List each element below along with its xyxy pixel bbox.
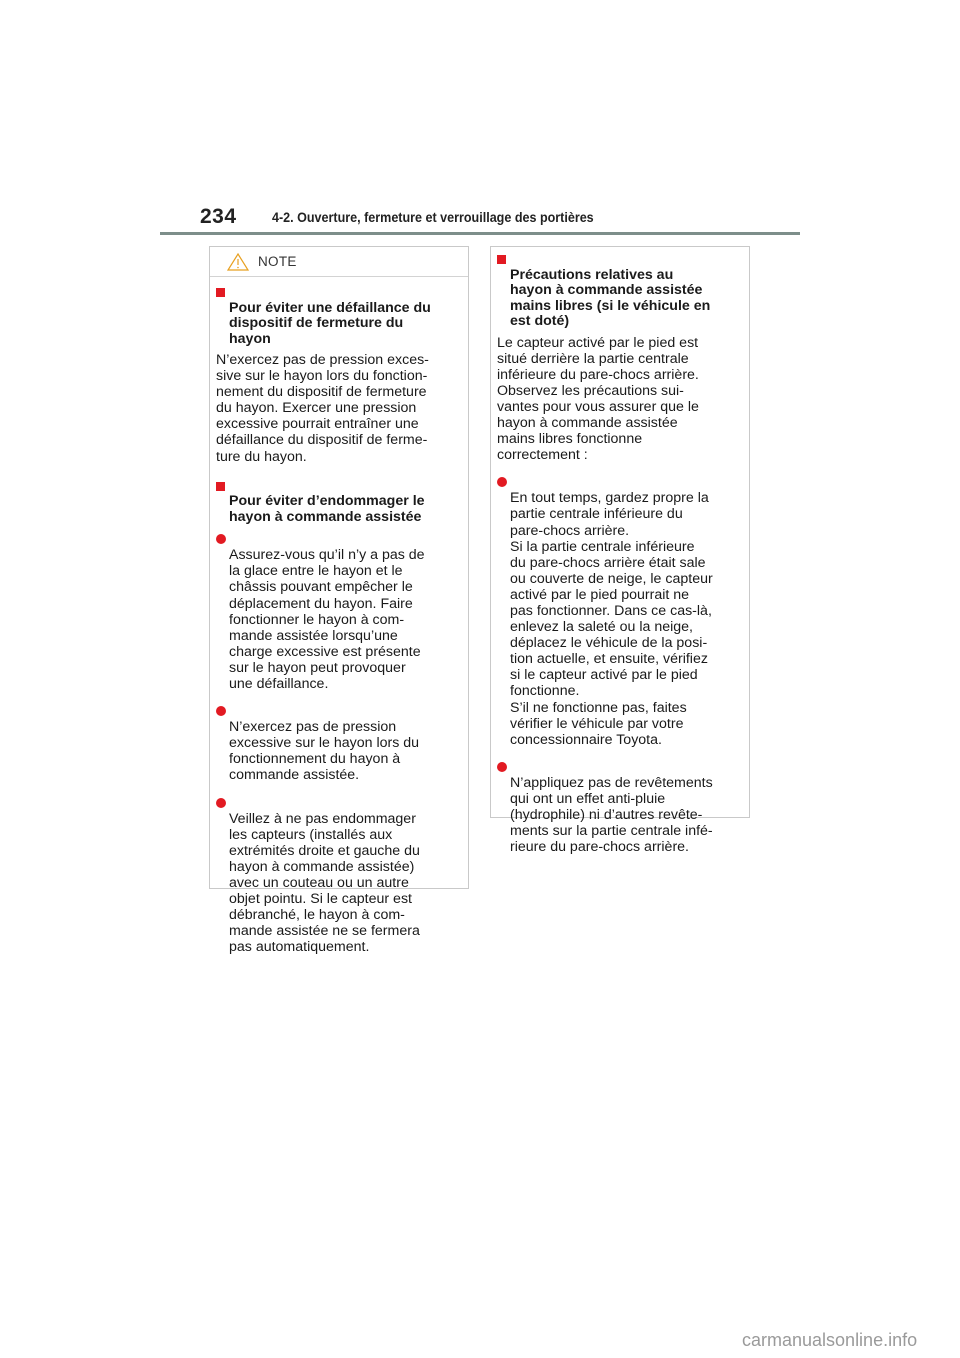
section-heading: Précautions relatives au hayon à commande assistée mains libres (si le véhicule en est doté) — [497, 252, 743, 330]
note-label: NOTE — [258, 254, 297, 269]
watermark: carmanualsonline.info — [742, 1330, 918, 1350]
note-content — [210, 277, 468, 956]
red-square-marker — [497, 255, 506, 264]
header-divider — [160, 232, 800, 235]
red-bullet-icon — [216, 706, 226, 716]
note-box — [209, 246, 469, 956]
page-header — [160, 205, 800, 235]
section-title: 4-2. Ouverture, fermeture et verrouillage des portières — [272, 210, 594, 225]
warning-triangle-icon — [227, 253, 249, 271]
list-item: En tout temps, gardez propre la partie centrale inférieure du pare-chocs arrière. Si la partie centrale inférieure du pare-chocs arrière était sale ou couverte de neige, le capteur activé par le pied pourrait ne pas fonctionner. Dans ce cas-là, enlevez la saleté ou la neige, déplacez le véhicule de la posi- tion actuelle, et ensuite, vérifiez si le capteur activé par le pied fonctionne. S’il ne fonctionne pas, faites vérifier le véhicule par votre concessionnaire Toyota. — [497, 474, 743, 748]
paragraph: N’exercez pas de pression exces- sive sur le hayon lors du fonction- nement du dispositif de fermeture du hayon. Exercer une pression excessive pourrait entraîner une défaillance du dispositif de ferme- ture du hayon. — [216, 352, 429, 465]
section-heading: Pour éviter d’endommager le hayon à commande assistée — [216, 479, 462, 526]
precautions-content — [491, 247, 749, 855]
section-heading: Pour éviter une défaillance du dispositif de fermeture du hayon — [216, 285, 462, 347]
list-item: N’appliquez pas de revêtements qui ont un effet anti-pluie (hydrophile) ni d’autres revête- ments sur la partie centrale infé- rieure du pare-chocs arrière. — [497, 759, 743, 856]
list-item: Assurez-vous qu’il n’y a pas de la glace entre le hayon et le châssis pouvant empêcher le déplacement du hayon. Faire fonctionner le hayon à com- mande assistée lorsqu’une charge excessive est présente sur le hayon peut provoquer une défaillance. — [216, 531, 462, 692]
red-square-marker — [216, 482, 225, 491]
red-bullet-icon — [216, 534, 226, 544]
list-item: N’exercez pas de pression excessive sur le hayon lors du fonctionnement du hayon à commande assistée. — [216, 703, 462, 783]
precautions-box — [490, 246, 750, 856]
red-bullet-icon — [497, 762, 507, 772]
paragraph: Le capteur activé par le pied est situé derrière la partie centrale inférieure du pare-chocs arrière. Observez les précautions sui- vantes pour vous assurer que le hayon à commande assistée mains libres fonctionne correctement : — [497, 334, 699, 464]
red-bullet-icon — [216, 798, 226, 808]
red-square-marker — [216, 288, 225, 297]
page-number: 234 — [200, 205, 237, 228]
note-header — [210, 247, 468, 277]
red-bullet-icon — [497, 477, 507, 487]
list-item: Veillez à ne pas endommager les capteurs (installés aux extrémités droite et gauche du hayon à commande assistée) avec un couteau ou un autre objet pointu. Si le capteur est débranché, le hayon à com- mande assistée ne se fermera pas automatiquement. — [216, 795, 462, 956]
